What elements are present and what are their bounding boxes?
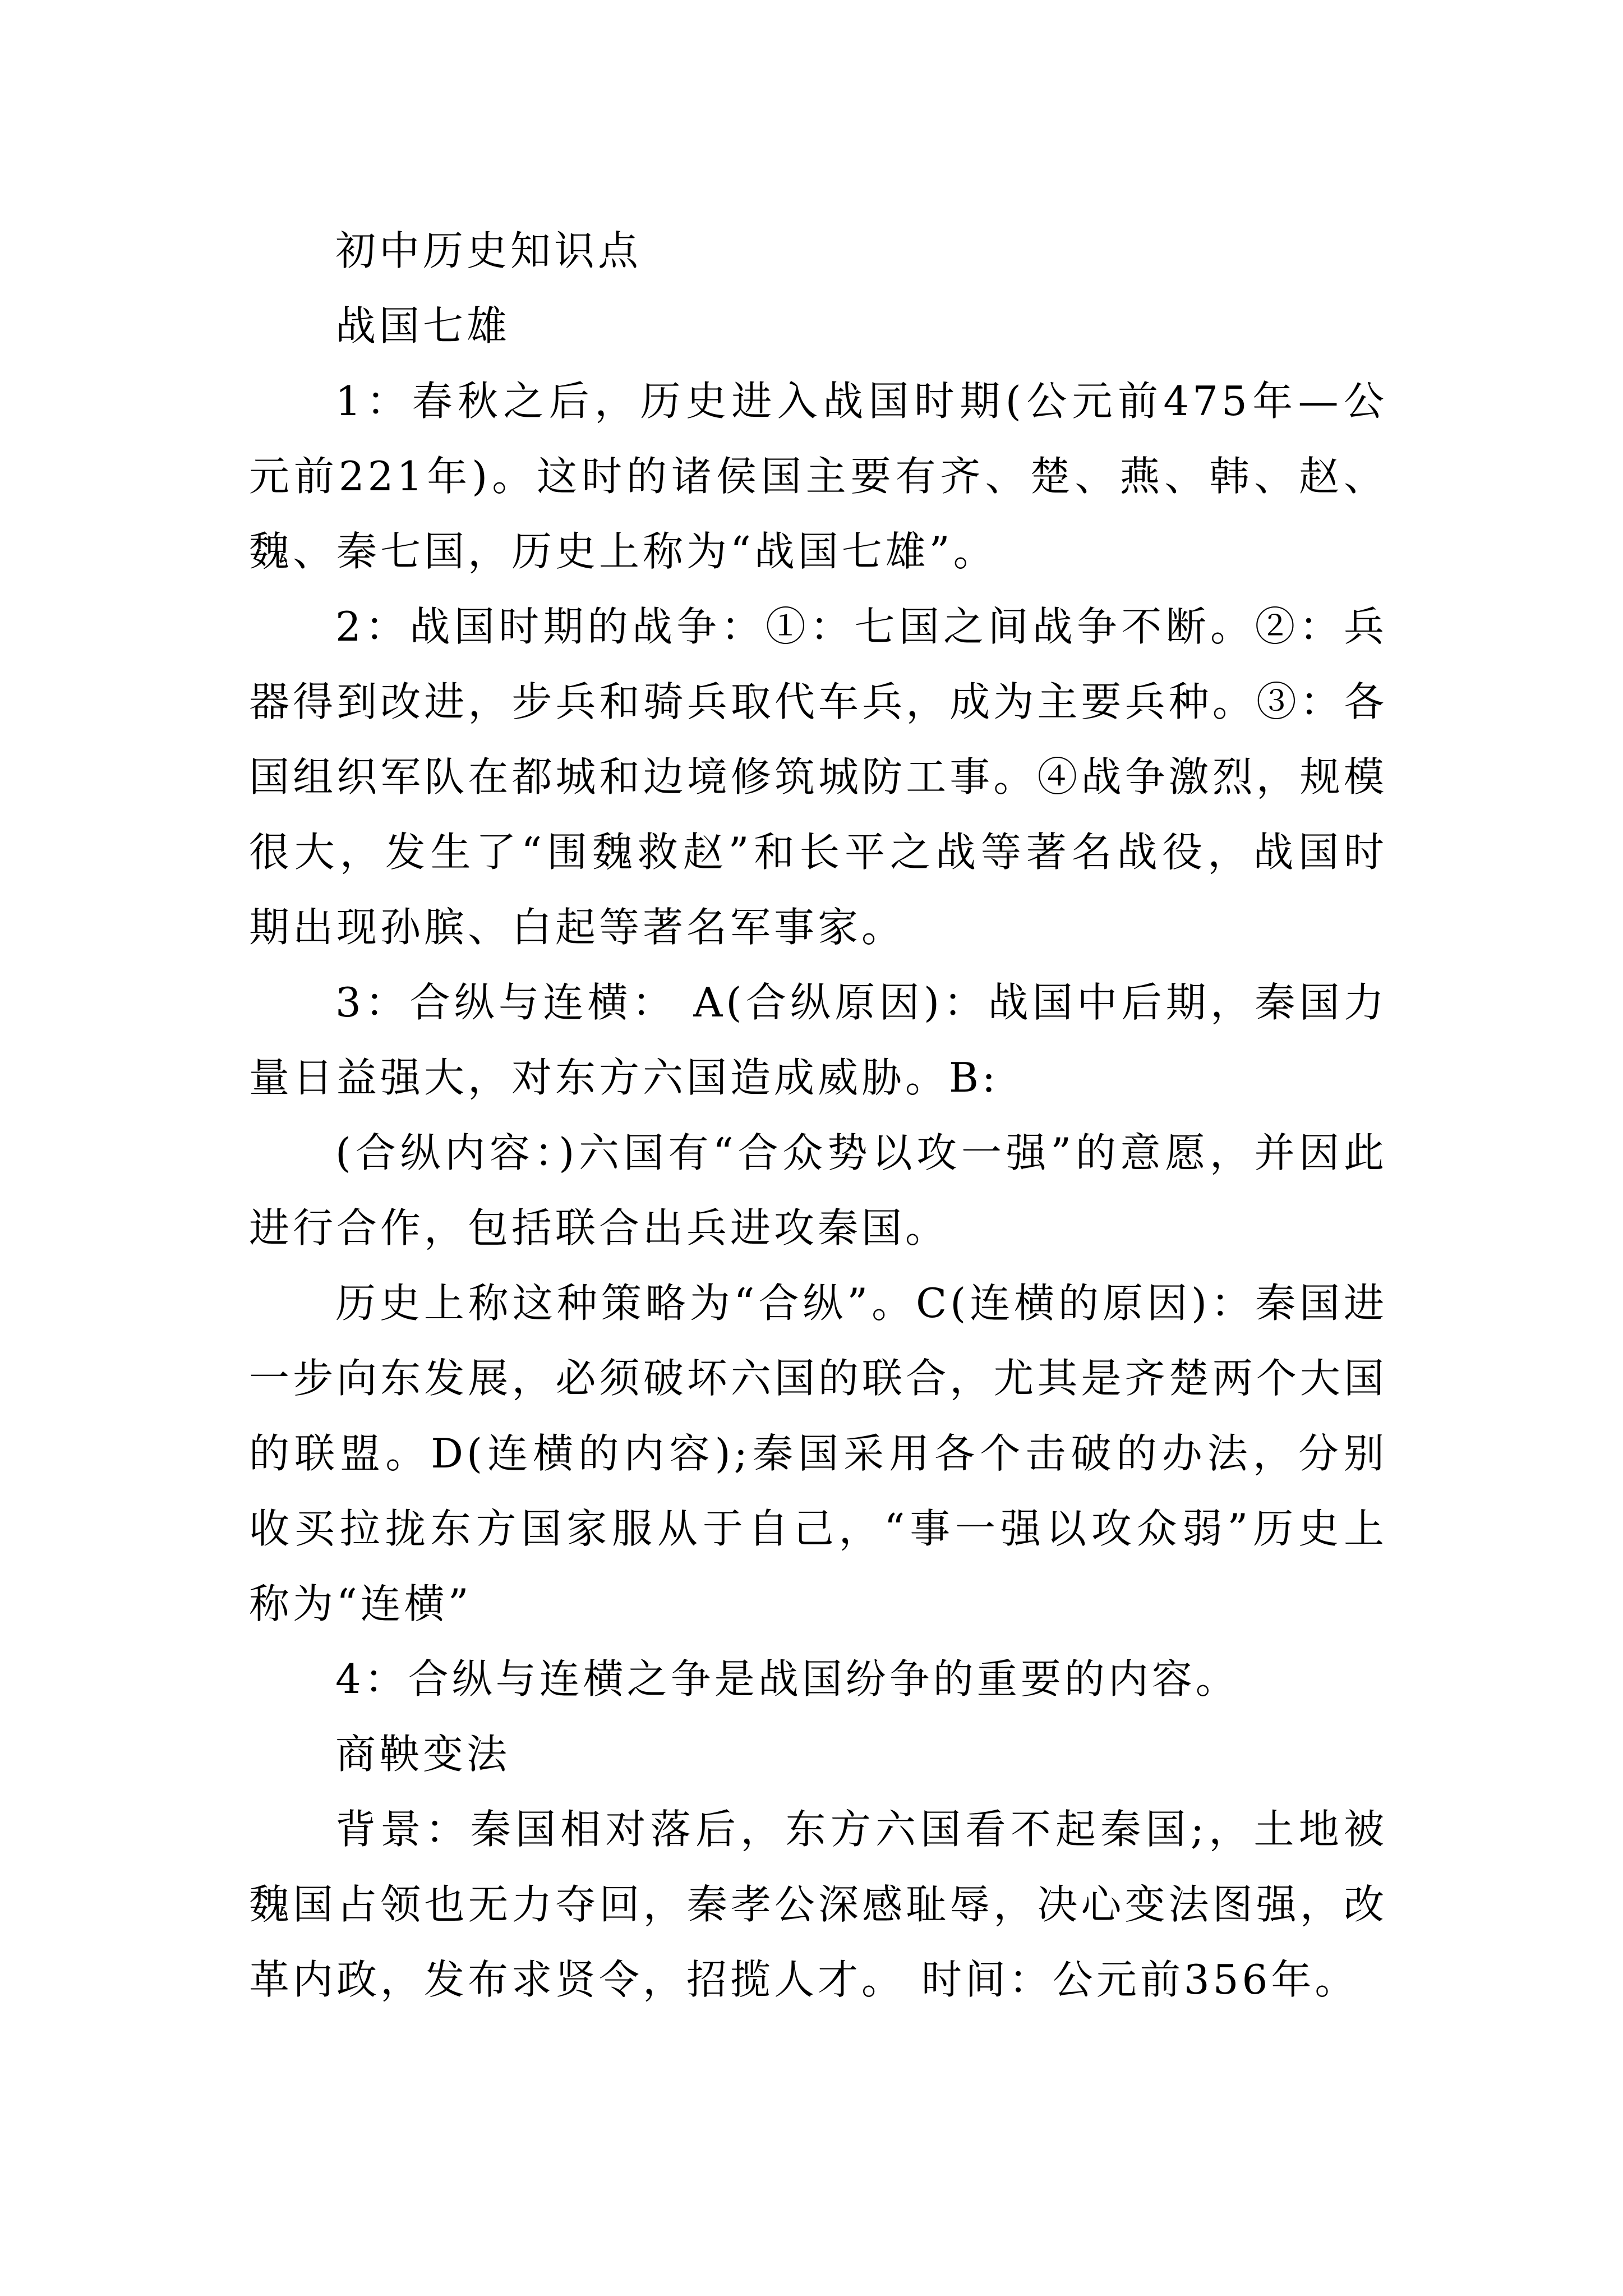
document-body <box>249 213 1387 2017</box>
paragraph-warring-states-4: (合纵内容：)六国有“合众势以攻一强”的意愿，并因此进行合作，包括联合出兵进攻秦国。 <box>249 1129 1387 1251</box>
paragraph-warring-states-3: 3：合纵与连横： A(合纵原因)：战国中后期，秦国力量日益强大，对东方六国造成威胁。B: <box>249 979 1387 1101</box>
paragraph-shang-yang-1: 背景：秦国相对落后，东方六国看不起秦国;，土地被魏国占领也无力夺回，秦孝公深感耻辱，决心变法图强，改革内政，发布求贤令，招揽人才。 时间：公元前356年。 <box>249 1806 1387 2003</box>
paragraph-warring-states-5: 历史上称这种策略为“合纵”。C(连横的原因)：秦国进一步向东发展，必须破坏六国的联合，尤其是齐楚两个大国的联盟。D(连横的内容);秦国采用各个击破的办法，分别收买拉拢东方国家服从于自己，“事一强以攻众弱”历史上称为“连横” <box>249 1280 1387 1627</box>
section-heading-warring-states: 战国七雄 <box>335 302 511 349</box>
paragraph-warring-states-6: 4：合纵与连横之争是战国纷争的重要的内容。 <box>335 1655 1239 1703</box>
paragraph-warring-states-1: 1：春秋之后，历史进入战国时期(公元前475年—公元前221年)。这时的诸侯国主要有齐、楚、燕、韩、赵、魏、秦七国，历史上称为“战国七雄”。 <box>249 378 1387 575</box>
document-title: 初中历史知识点 <box>335 227 642 274</box>
paragraph-warring-states-2: 2：战国时期的战争：①：七国之间战争不断。②：兵器得到改进，步兵和骑兵取代车兵，成为主要兵种。③：各国组织军队在都城和边境修筑城防工事。④战争激烈，规模很大，发生了“围魏救赵”和长平之战等著名战役，战国时期出现孙膑、白起等著名军事家。 <box>249 603 1387 951</box>
section-heading-shang-yang-reform: 商鞅变法 <box>335 1731 511 1778</box>
